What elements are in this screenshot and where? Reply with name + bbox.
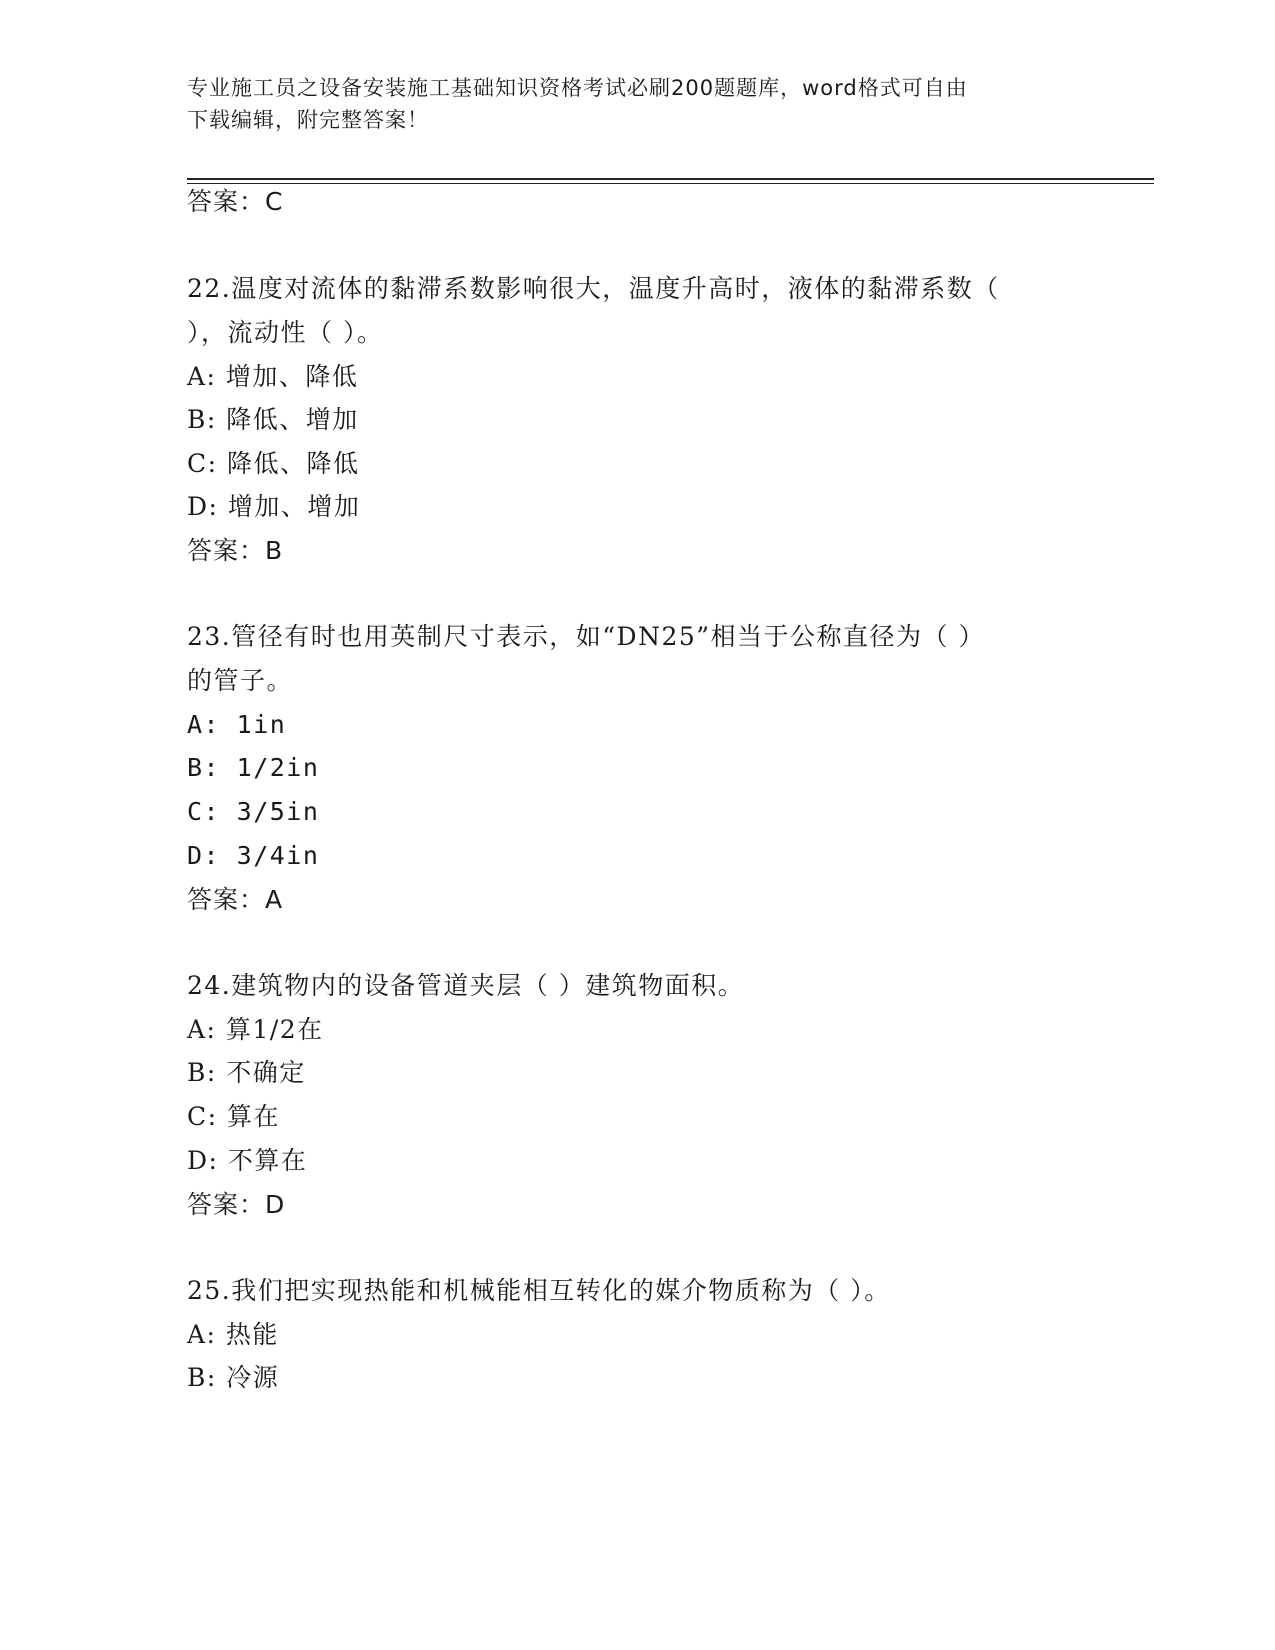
question-23-option-b: B: 1/2in [187, 753, 320, 782]
question-24-option-c: C: 算在 [187, 1102, 280, 1131]
document-header [187, 72, 1087, 136]
question-23-option-a: A: 1in [187, 710, 287, 739]
header-line-2: 下载编辑，附完整答案！ [187, 108, 429, 132]
question-23-answer: 答案：A [187, 885, 284, 914]
question-25-option-b: B: 冷源 [187, 1363, 280, 1392]
header-rule-thick [187, 178, 1154, 180]
question-22-answer: 答案：B [187, 536, 284, 565]
question-22-stem-line-1: 22.温度对流体的黏滞系数影响很大，温度升高时，液体的黏滞系数（ [187, 274, 1000, 303]
previous-answer: 答案：C [187, 187, 284, 216]
question-22-option-b: B: 降低、增加 [187, 405, 359, 434]
question-23-option-c: C: 3/5in [187, 797, 320, 826]
question-22-option-c: C: 降低、降低 [187, 449, 360, 478]
question-22-option-d: D: 增加、增加 [187, 492, 361, 521]
question-24-option-b: B: 不确定 [187, 1058, 306, 1087]
question-24-answer: 答案：D [187, 1190, 286, 1219]
question-23-option-d: D: 3/4in [187, 841, 320, 870]
header-rule-thin [187, 183, 1154, 184]
question-25-option-a: A: 热能 [187, 1320, 279, 1349]
question-24-option-a: A: 算1/2在 [187, 1015, 324, 1044]
question-24-option-d: D: 不算在 [187, 1146, 308, 1175]
question-25-stem: 25.我们把实现热能和机械能相互转化的媒介物质称为（ ）。 [187, 1276, 891, 1305]
question-23-stem-line-1: 23.管径有时也用英制尺寸表示，如“DN25”相当于公称直径为（ ） [187, 622, 985, 651]
question-22-option-a: A: 增加、降低 [187, 362, 359, 391]
question-22-stem-line-2: ），流动性（ ）。 [187, 318, 384, 347]
question-24-stem: 24.建筑物内的设备管道夹层（ ）建筑物面积。 [187, 971, 745, 1000]
header-line-1: 专业施工员之设备安装施工基础知识资格考试必刷200题题库，word格式可自由 [187, 76, 968, 100]
question-23-stem-line-2: 的管子。 [187, 666, 294, 695]
